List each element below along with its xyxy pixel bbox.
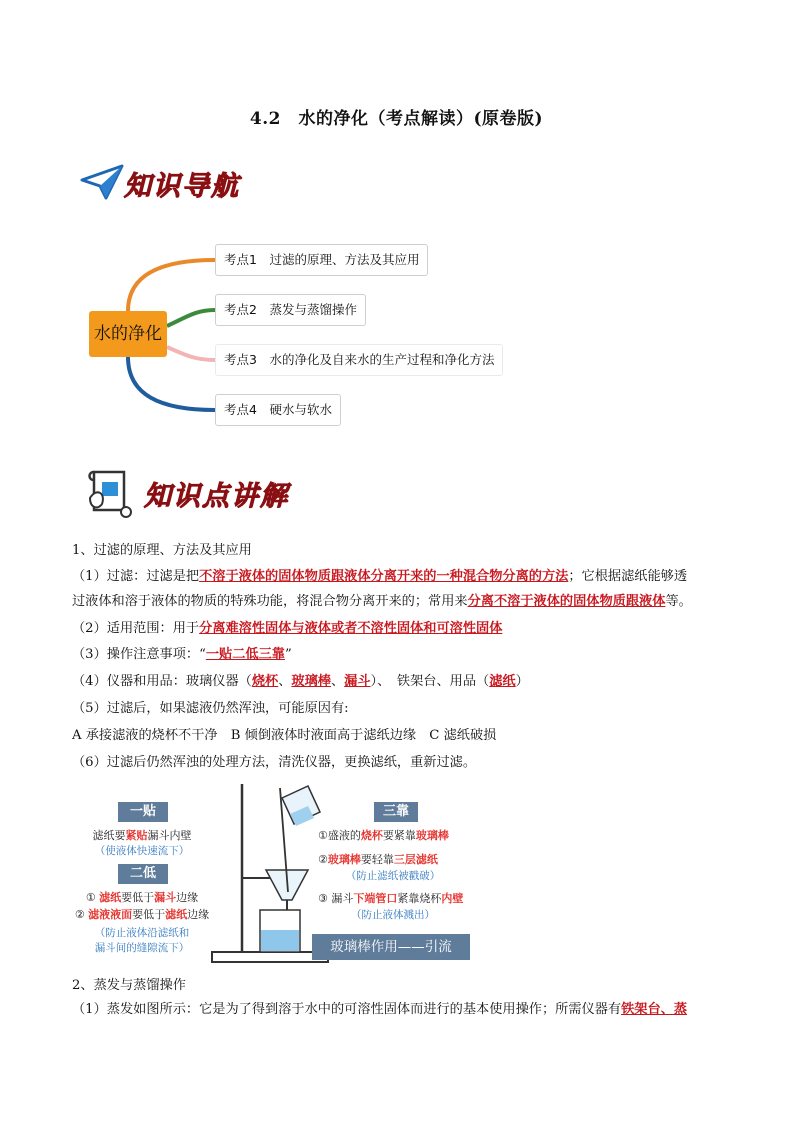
highlight-rule: 一贴二低三靠 (205, 647, 285, 662)
highlight-funnel: 漏斗 (344, 674, 371, 689)
rule-one-note: （使液体快速流下） (94, 845, 190, 857)
topic-4: 考点4 硬水与软水 (215, 394, 341, 426)
section1-para7: （6）过滤后仍然浑浊的处理方法，清洗仪器，更换滤纸，重新过滤。 (72, 755, 477, 770)
branch-2 (167, 310, 215, 326)
rule-three-1 (318, 827, 478, 843)
text: （2）适用范围：用于 (72, 621, 200, 636)
text-red: 紧贴 (125, 829, 148, 842)
text: 要轻靠 (360, 853, 394, 866)
section1-para5: （5）过滤后，如果滤液仍然浑浊，可能原因有: (72, 701, 349, 716)
section1-para4 (72, 673, 529, 691)
highlight-instruments: 铁架台、蒸 (621, 1002, 688, 1017)
highlight-filter-paper: 滤纸 (489, 674, 516, 689)
text-red: 玻璃棒 (415, 829, 449, 842)
rule-one-text (72, 827, 212, 843)
text-red: 滤纸 (165, 908, 188, 921)
tag-three-lean: 三靠 (374, 802, 418, 822)
section2-heading: 2、蒸发与蒸馏操作 (72, 978, 186, 993)
text: ③ 漏斗 (318, 892, 354, 905)
text-red: 滤纸 (99, 891, 122, 904)
highlight-scope: 分离难溶性固体与液体或者不溶性固体和可溶性固体 (199, 621, 503, 636)
section1-para2 (72, 620, 502, 638)
text: （3）操作注意事项：“ (72, 647, 206, 662)
text: 要紧靠 (382, 829, 416, 842)
tag-one-stick: 一贴 (118, 802, 168, 822)
text: 要低于 (132, 908, 166, 921)
scroll-quill-icon (82, 464, 138, 520)
topic-1: 考点1 过滤的原理、方法及其应用 (215, 244, 428, 276)
topic-2: 考点2 蒸发与蒸馏操作 (215, 294, 366, 326)
highlight-definition: 不溶于液体的固体物质跟液体分离开来的一种混合物分离的方法 (199, 569, 569, 584)
text: 边缘 (176, 891, 199, 904)
mindmap-root: 水的净化 (89, 311, 167, 357)
highlight-glass-rod: 玻璃棒 (291, 674, 331, 689)
tag-two-low: 二低 (118, 864, 168, 884)
text: 等。 (665, 594, 692, 609)
rule-two-1 (72, 889, 212, 905)
rule-three-2 (318, 851, 478, 867)
text: ）、 铁架台、用品（ (370, 674, 490, 689)
glass-rod-role-banner: 玻璃棒作用——引流 (312, 934, 470, 960)
text-red: 滤液液面 (88, 908, 133, 921)
branch-4 (128, 357, 215, 410)
section1-para1-line1 (72, 568, 687, 586)
highlight-beaker: 烧杯 (251, 674, 279, 689)
text: 边缘 (187, 908, 210, 921)
text: ） (515, 674, 529, 689)
text: （1）蒸发如图所示：它是为了得到溶于水中的可溶性固体而进行的基本使用操作；所需仪器有 (72, 1002, 622, 1017)
text: 、 (330, 674, 345, 689)
section1-para1-line2 (72, 593, 692, 611)
branch-1 (128, 260, 215, 311)
points-banner (82, 464, 312, 524)
nav-banner-text: 知识导航 (124, 171, 240, 202)
text-red: 三层滤纸 (393, 853, 438, 866)
text: ；它根据滤纸能够透 (568, 569, 688, 584)
highlight-usage: 分离不溶于液体的固体物质跟液体 (467, 594, 666, 609)
text: ② (74, 908, 89, 921)
text: 要低于 (121, 891, 155, 904)
rule-three-2-note: （防止滤纸被戳破） (345, 870, 441, 882)
text: 漏斗内壁 (147, 829, 192, 842)
text-red: 玻璃棒 (327, 853, 361, 866)
text-red: 漏斗 (154, 891, 177, 904)
rule-two-note-2: 漏斗间的缝隙流下） (94, 942, 190, 954)
text: （4）仪器和用品：玻璃仪器（ (72, 674, 252, 689)
section2-para1 (72, 1001, 687, 1019)
text: 、 (278, 674, 292, 689)
text: ① (85, 891, 100, 904)
text: 紧靠烧杯 (397, 892, 442, 905)
section1-heading: 1、过滤的原理、方法及其应用 (72, 543, 252, 558)
text: （1）过滤：过滤是把 (72, 569, 200, 584)
page-title: 4.2 水的净化（考点解读）(原卷版) (249, 109, 544, 129)
mindmap (0, 0, 793, 440)
topic-3: 考点3 水的净化及自来水的生产过程和净化方法 (215, 344, 503, 376)
section1-para6: A 承接滤液的烧杯不干净 B 倾倒液体时液面高于滤纸边缘 C 滤纸破损 (72, 728, 497, 743)
branch-3 (167, 347, 215, 360)
points-banner-text: 知识点讲解 (144, 481, 289, 512)
filtration-diagram (72, 780, 502, 972)
section1-para3 (72, 646, 292, 664)
text-red: 下端管口 (353, 892, 398, 905)
text: ” (284, 647, 292, 662)
text: 过液体和溶于液体的物质的特殊功能，将混合物分离开来的；常用来 (72, 594, 468, 609)
rule-two-2 (72, 906, 212, 922)
text: ①盛液的 (318, 829, 361, 842)
text: ② (318, 853, 328, 866)
rule-three-3-note: （防止液体溅出） (351, 909, 435, 921)
text: 滤纸要 (92, 829, 126, 842)
text-red: 烧杯 (360, 829, 383, 842)
text-red: 内壁 (441, 892, 464, 905)
rule-three-3 (318, 890, 488, 906)
rule-two-note-1: （防止液体沿滤纸和 (94, 927, 190, 939)
